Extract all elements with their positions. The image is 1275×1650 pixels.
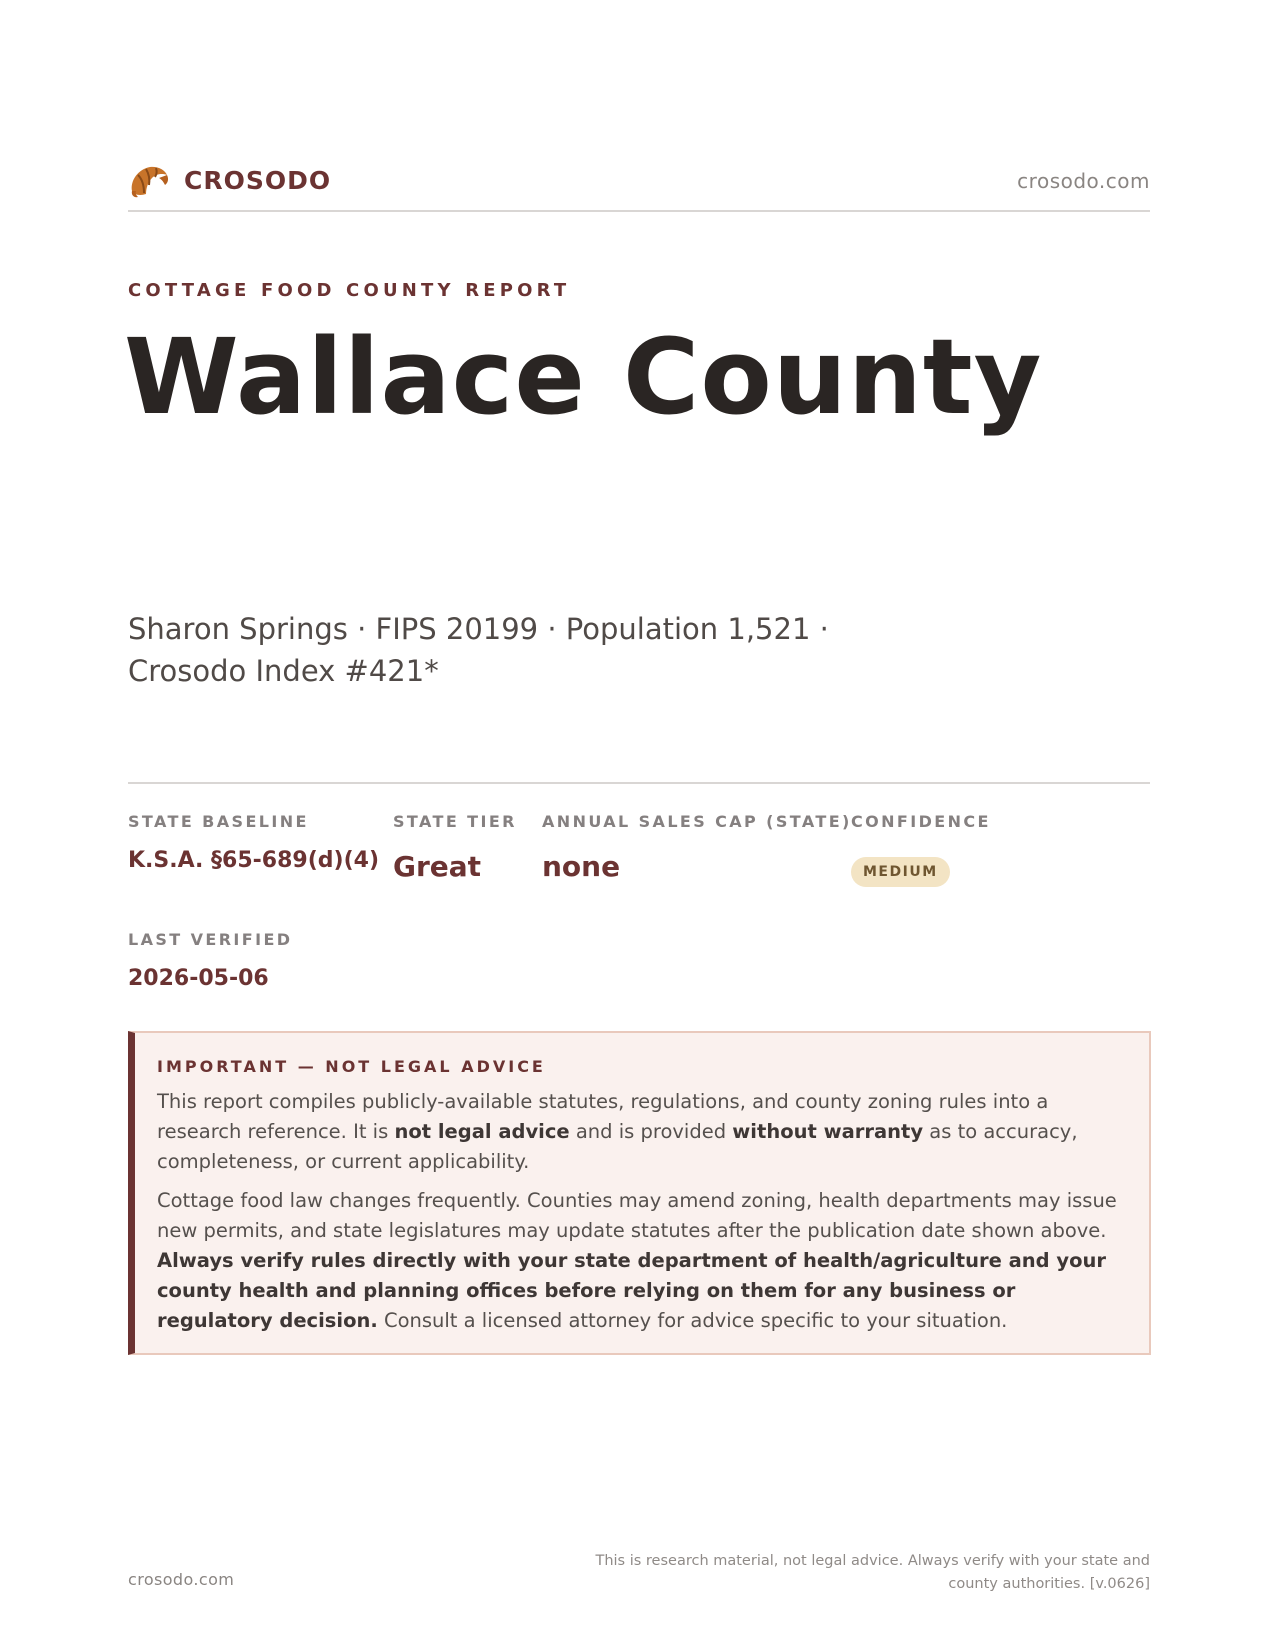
footer-site-url[interactable]: crosodo.com <box>128 1570 235 1589</box>
page-header <box>128 155 1150 212</box>
sales-cap-label: ANNUAL SALES CAP (STATE) <box>542 812 852 831</box>
disclaimer-text: This report compiles publicly-available statutes, regulations, and county zoning rules into a research reference. It is <box>157 1090 1049 1143</box>
brand-name: CROSODO <box>184 166 332 195</box>
report-eyebrow: COTTAGE FOOD COUNTY REPORT <box>128 280 571 301</box>
disclaimer-text: and is provided <box>569 1120 733 1143</box>
report-subtitle: Sharon Springs · FIPS 20199 · Population 1,521 · Crosodo Index #421* <box>128 612 829 688</box>
confidence-badge: MEDIUM <box>851 857 950 887</box>
state-tier-value: Great <box>393 850 482 883</box>
state-baseline-value: K.S.A. §65-689(d)(4) <box>128 848 380 873</box>
report-page <box>124 0 1150 1650</box>
last-verified-value: 2026-05-06 <box>128 966 269 991</box>
last-verified-label: LAST VERIFIED <box>128 930 293 949</box>
disclaimer-emphasis: not legal advice <box>394 1120 570 1143</box>
disclaimer-heading: IMPORTANT — NOT LEGAL ADVICE <box>157 1057 546 1076</box>
confidence-label: CONFIDENCE <box>851 812 991 831</box>
croissant-icon <box>128 161 170 201</box>
disclaimer-paragraph-2 <box>157 1186 1127 1336</box>
footer-disclaimer: This is research material, not legal advice. Always verify with your state and county authorities. [v.0626] <box>595 1553 1150 1592</box>
page-title: Wallace County <box>124 316 1043 438</box>
disclaimer-emphasis: Always verify rules directly with your state department of health/agriculture and your county health and planning offices before relying on them for any business or regulatory decision. <box>157 1249 1107 1332</box>
disclaimer-text: Consult a licensed attorney for advice specific to your situation. <box>377 1309 1008 1332</box>
disclaimer-paragraph-1 <box>157 1087 1127 1177</box>
divider <box>128 782 1150 784</box>
disclaimer-text: as to accuracy, completeness, or current applicability. <box>157 1120 1078 1173</box>
state-baseline-label: STATE BASELINE <box>128 812 309 831</box>
state-tier-label: STATE TIER <box>393 812 517 831</box>
disclaimer-emphasis: without warranty <box>732 1120 924 1143</box>
disclaimer-callout <box>128 1031 1151 1355</box>
disclaimer-text: Cottage food law changes frequently. Counties may amend zoning, health departments may issue new permits, and state legislatures may update statutes after the publication date shown above. <box>157 1189 1117 1242</box>
header-site-url[interactable]: crosodo.com <box>1017 169 1150 193</box>
sales-cap-value: none <box>542 850 621 883</box>
